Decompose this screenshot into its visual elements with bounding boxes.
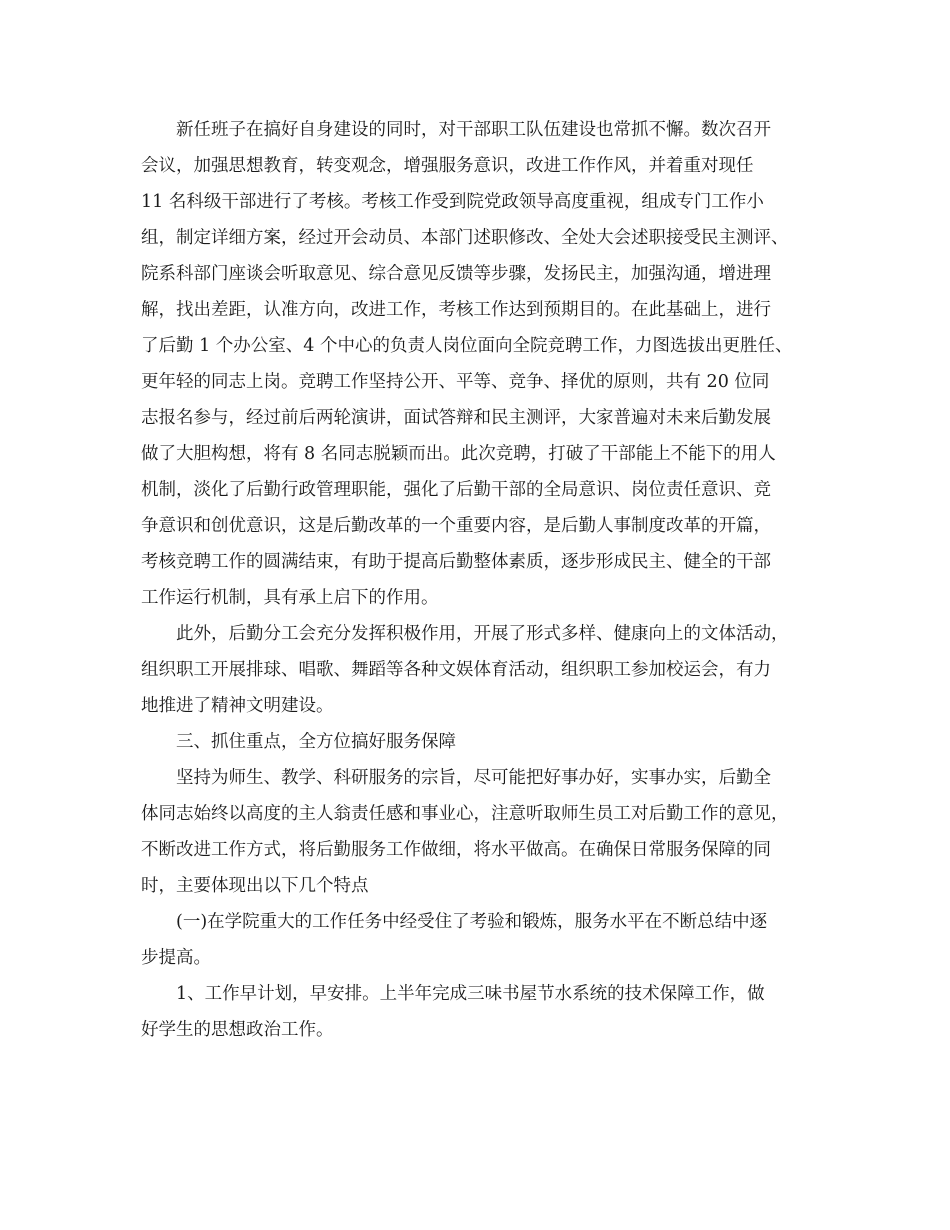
paragraph-2-line-1: 此外，后勤分工会充分发挥积极作用，开展了形式多样、健康向上的文体活动， [176,624,789,644]
paragraph-1-line-10: 做了大胆构想，将有 8 名同志脱颖而出。此次竞聘，打破了干部能上不能下的用人 [141,444,776,464]
paragraph-3-line-4: 时，主要体现出以下几个特点 [141,876,369,896]
paragraph-1-line-13: 考核竞聘工作的圆满结束，有助于提高后勤整体素质，逐步形成民主、健全的干部 [141,552,771,572]
paragraph-3-line-3: 不断改进工作方式，将后勤服务工作做细，将水平做高。在确保日常服务保障的同 [141,840,771,860]
paragraph-4-line-2: 步提高。 [141,948,211,968]
paragraph-5-line-1: 1、工作早计划，早安排。上半年完成三味书屋节水系统的技术保障工作，做 [176,984,765,1004]
paragraph-5-line-2: 好学生的思想政治工作。 [141,1020,334,1040]
paragraph-1-line-2: 会议，加强思想教育，转变观念，增强服务意识，改进工作作风，并着重对现任 [141,156,754,176]
paragraph-1-line-6: 解，找出差距，认准方向，改进工作，考核工作达到预期目的。在此基础上，进行 [141,300,771,320]
paragraph-1-line-1: 新任班子在搞好自身建设的同时，对干部职工队伍建设也常抓不懈。数次召开 [176,120,771,140]
paragraph-3-line-2: 体同志始终以高度的主人翁责任感和事业心，注意听取师生员工对后勤工作的意见， [141,804,789,824]
paragraph-1-line-4: 组，制定详细方案，经过开会动员、本部门述职修改、全处大会述职接受民主测评、 [141,228,789,248]
paragraph-4-line-1: (一)在学院重大的工作任务中经受住了考验和锻炼，服务水平在不断总结中逐 [176,912,768,932]
paragraph-1-line-11: 机制，淡化了后勤行政管理职能，强化了后勤干部的全局意识、岗位责任意识、竞 [141,480,771,500]
paragraph-1-line-5: 院系科部门座谈会听取意见、综合意见反馈等步骤，发扬民主，加强沟通，增进理 [141,264,771,284]
paragraph-2-line-2: 组织职工开展排球、唱歌、舞蹈等各种文娱体育活动，组织职工参加校运会，有力 [141,660,771,680]
paragraph-1-line-8: 更年轻的同志上岗。竞聘工作坚持公开、平等、竞争、择优的原则，共有 20 位同 [141,372,770,392]
paragraph-2-line-3: 地推进了精神文明建设。 [141,696,334,716]
paragraph-1-line-12: 争意识和创优意识，这是后勤改革的一个重要内容，是后勤人事制度改革的开篇， [141,516,771,536]
paragraph-1-line-9: 志报名参与，经过前后两轮演讲，面试答辩和民主测评，大家普遍对未来后勤发展 [141,408,771,428]
section-heading: 三、抓住重点，全方位搞好服务保障 [176,732,456,752]
paragraph-3-line-1: 坚持为师生、教学、科研服务的宗旨，尽可能把好事办好，实事办实，后勤全 [176,768,771,788]
paragraph-1-line-7: 了后勤 1 个办公室、4 个中心的负责人岗位面向全院竞聘工作，力图选拔出更胜任、 [141,336,793,356]
paragraph-1-line-14: 工作运行机制，具有承上启下的作用。 [141,588,439,608]
paragraph-1-line-3: 11 名科级干部进行了考核。考核工作受到院党政领导高度重视，组成专门工作小 [141,192,764,212]
